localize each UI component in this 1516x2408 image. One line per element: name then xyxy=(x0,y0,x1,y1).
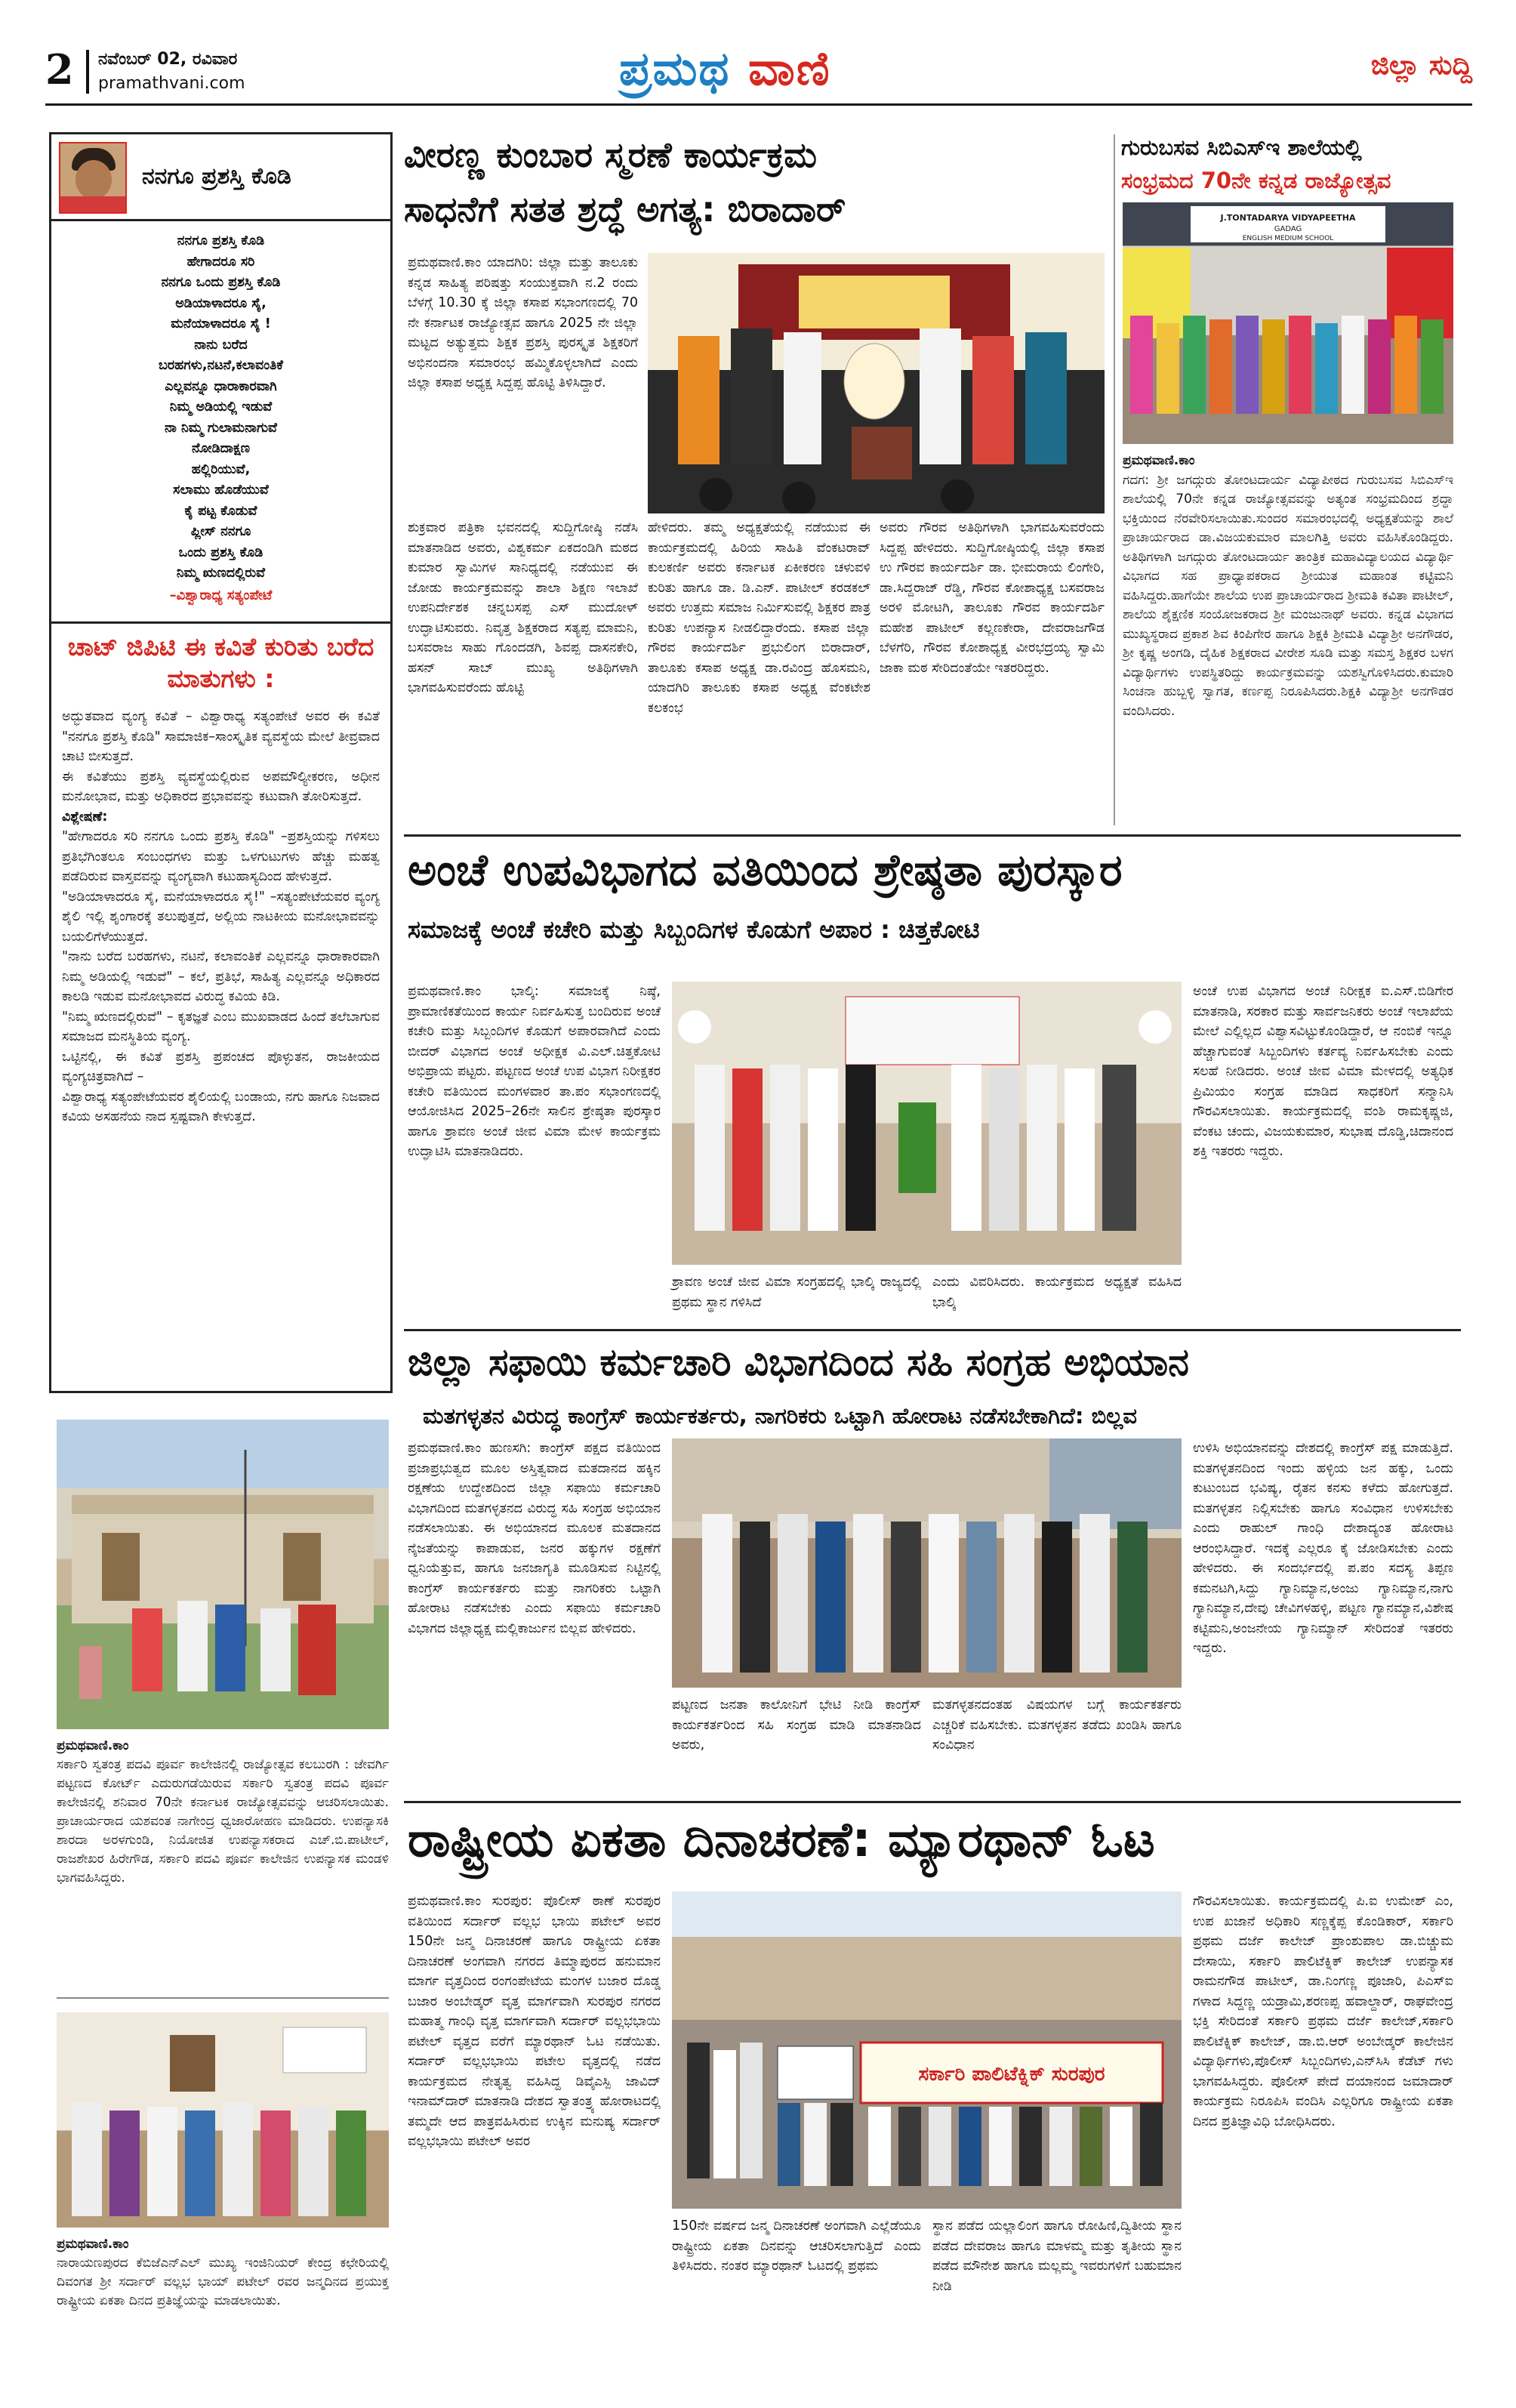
photo-illustration xyxy=(672,982,1182,1265)
poem-line: ಎಲ್ಲವನ್ನೂ ಧಾರಾಕಾರವಾಗಿ xyxy=(165,378,277,394)
story2-text: ಗದಗ: ಶ್ರೀ ಜಗದ್ಗುರು ತೋಂಟದಾರ್ಯ ವಿದ್ಯಾಪೀಠದ ಗುರುಬಸವ ಸಿಬಿಎಸ್‌ಇ ಶಾಲೆಯಲ್ಲಿ 70ನೇ ಕನ್ನಡ ರಾಜ್ಯೋತ್ಸವವನ್ನು ಅತ್ಯಂತ ಸಂಭ್ರಮದಿಂದ ಶ್ರದ್ಧಾ ಭಕ್ತಿಯಿಂದ ನೆರವೇರಿಸಲಾಯಿತು.ಸುಂದರ ಸಮಾರಂಭದಲ್ಲಿ ಅಧ್ಯಕ್ಷತೆಯನ್ನು ಶಾಲೆ ಪ್ರಾಚಾರ್ಯರಾದ ಡಾ.ವಿಜಯಕುಮಾರ ಮಾಲಗಿತ್ತಿ ಅವರು ವಹಿಸಿಕೊಂಡಿದ್ದರು. ಅತಿಥಿಗಳಾಗಿ ಜಗದ್ಗುರು ತೋಂಟದಾರ್ಯ ತಾಂತ್ರಿಕ ಮಹಾವಿದ್ಯಾಲಯದ ವಿದ್ಯಾರ್ಥಿ ವಿಭಾಗದ ಸಹ ಪ್ರಾಧ್ಯಾಪಕರಾದ ಶ್ರೀಯುತ ಮಹಾಂತ ಕಟ್ಟಿಮನಿ ವಹಿಸಿದ್ದರು.ಹಾಗೆಯೇ ಶಾಲೆಯ ಉಪ ಪ್ರಾಚಾರ್ಯರಾದ ಶ್ರೀಮತಿ ಕವಿತಾ ಪಾಟೀಲ್, ಶಾಲೆಯ ಶೈಕ್ಷಣಿಕ ಸಂಯೋಜಕರಾದ ಶ್ರೀ ಮಂಜುನಾಥ್ ಅವರು. ಕನ್ನಡ ವಿಭಾಗದ ಮುಖ್ಯಸ್ಥರಾದ ಪ್ರಕಾಶ ಶಿವ ಕಿಂಪಿಗೇರ ಹಾಗೂ ಶಿಕ್ಷಕಿ ಶ್ರೀಮತಿ ವಿದ್ಯಾಶ್ರೀ ಅನಗೌಡರ, ಶ್ರೀ ಕೃಷ್ಣ ಅಂಗಡಿ, ದೈಹಿಕ ಶಿಕ್ಷಕರಾದ ವೀರೇಶ ಸೂಡಿ ಮತ್ತು ಸಮಸ್ತ ಶಿಕ್ಷಕರ ಬಳಗ ವಿದ್ಯಾರ್ಥಿಗಳು ಉಪಸ್ಥಿತರಿದ್ದು ಕಾರ್ಯಕ್ರಮವನ್ನು ಯಶಸ್ವಿಗೊಳಿಸಿದರು.ಕುಮಾರಿ ಸಿಂಚನಾ ಹುಬ್ಬಳ್ಳಿ ಸ್ವಾಗತ, ಕರ್ಣಪ್ಪ ನಿರೂಪಿಸಿದರು.ಶಿಕ್ಷಕಿ ವಿದ್ಯಾಶ್ರೀ ಅನಗೌಡರ ವಂದಿಸಿದರು. xyxy=(1123,472,1453,719)
edition-date: ನವೆಂಬರ್ 02, ರವಿವಾರ xyxy=(98,50,238,69)
commentary-subhead: ವಿಶ್ಲೇಷಣೆ: xyxy=(62,809,108,825)
section-separator xyxy=(404,1329,1461,1331)
poem-line: ಕೈ ಪಟ್ಟ ಕೊಡುವೆ xyxy=(184,503,257,519)
section-title: ಜಿಲ್ಲಾ ಸುದ್ದಿ xyxy=(1370,50,1472,81)
commentary-paragraph: ಅದ್ಭುತವಾದ ವ್ಯಂಗ್ಯ ಕವಿತೆ – ವಿಶ್ವಾರಾಧ್ಯ ಸತ್ಯಂಪೇಟೆ ಅವರ ಈ ಕವಿತೆ "ನನಗೂ ಪ್ರಶಸ್ತಿ ಕೊಡಿ" ಸಾಮಾಜಿಕ–ಸಾಂಸ್ಕೃತಿಕ ವ್ಯವಸ್ಥೆಯ ಮೇಲೆ ತೀವ್ರವಾದ ಚಾಟಿ ಬೀಸುತ್ತದೆ. xyxy=(62,709,380,764)
website-link[interactable]: pramathvani.com xyxy=(98,74,245,93)
newspaper-logo xyxy=(619,41,831,97)
poem-sidebar xyxy=(49,132,393,1393)
column-rule xyxy=(1114,134,1115,825)
story3-headline: ಅಂಚೆ ಉಪವಿಭಾಗದ ವತಿಯಿಂದ ಶ್ರೇಷ್ಠತಾ ಪುರಸ್ಕಾರ xyxy=(408,844,1123,896)
commentary-paragraph: ವಿಶ್ವಾರಾಧ್ಯ ಸತ್ಯಂಪೇಟೆಯವರ ಶೈಲಿಯಲ್ಲಿ ಬಂಡಾಯ, ನಗು ಹಾಗೂ ನಿಜವಾದ ಕವಿಯ ಅಸಹನೆಯ ನಾದ ಸ್ಪಷ್ಟವಾಗಿ ಕೇಳುತ್ತದೆ. xyxy=(62,1089,380,1124)
commentary-paragraph: "ಅಡಿಯಾಳಾದರೂ ಸೈ, ಮನೆಯಾಳಾದರೂ ಸೈ!" –ಸತ್ಯಂಪೇಟೆಯವರ ವ್ಯಂಗ್ಯ ಶೈಲಿ ಇಲ್ಲಿ ಶೃಂಗಾರಕ್ಕೆ ತಲುಪುತ್ತದೆ, ಅಲ್ಲಿಯ ನಾಟಕೀಯ ಮನೋಭಾವವನ್ನು ಬಯಲಿಗೆಳೆಯುತ್ತದೆ. xyxy=(62,889,380,945)
logo-part-2: ವಾಣಿ xyxy=(748,41,831,96)
poem-line: ನಿಮ್ಮ ಅಡಿಯಲ್ಲಿ ಇಡುವೆ xyxy=(169,399,273,415)
story3-under-photo-left: ಶ್ರಾವಣ ಅಂಚೆ ಜೀವ ವಿಮಾ ಸಂಗ್ರಹದಲ್ಲಿ ಭಾಲ್ಕಿ ರಾಜ್ಯದಲ್ಲಿ ಪ್ರಥಮ ಸ್ಥಾನ ಗಳಿಸಿದೆ xyxy=(672,1275,921,1310)
photo-illustration xyxy=(57,1420,389,1729)
commentary-paragraph: "ನಿಮ್ಮ ಋಣದಲ್ಲಿರುವೆ" – ಕೃತಜ್ಞತೆ ಎಂಬ ಮುಖವಾಡದ ಹಿಂದೆ ತಲೆಬಾಗುವ ಸಮಾಜದ ಮನಸ್ಥಿತಿಯ ವ್ಯಂಗ್ಯ. xyxy=(62,1009,380,1044)
story2-headline-2: ಸಂಭ್ರಮದ 70ನೇ ಕನ್ನಡ ರಾಜ್ಯೋತ್ಸವ xyxy=(1121,168,1391,193)
poem-line: ಬರಹಗಳು,ನಟನೆ,ಕಲಾವಂತಿಕೆ xyxy=(159,358,283,373)
story4-subheadline: ಮತಗಳ್ಳತನ ವಿರುದ್ಧ ಕಾಂಗ್ರೆಸ್ ಕಾರ್ಯಕರ್ತರು, ನಾಗರಿಕರು ಒಟ್ಟಾಗಿ ಹೋರಾಟ ನಡೆಸಬೇಕಾಗಿದೆ: ಬಿಲ್ಲವ xyxy=(423,1403,1137,1429)
poem-line: ಸಲಾಮು ಹೊಡೆಯುವೆ xyxy=(173,483,269,498)
source-tag: ಪ್ರಮಥವಾಣಿ.ಕಾಂ xyxy=(57,1738,129,1753)
commentary-paragraph: "ನಾನು ಬರೆದ ಬರಹಗಳು, ನಟನೆ, ಕಲಾವಂತಿಕೆ ಎಲ್ಲವನ್ನೂ ಧಾರಾಕಾರವಾಗಿ ನಿಮ್ಮ ಅಡಿಯಲ್ಲಿ ಇಡುವೆ" – ಕಲೆ, ಪ್ರತಿಭೆ, ಸಾಹಿತ್ಯ ಎಲ್ಲವನ್ನೂ ಅಧಿಕಾರದ ಕಾಲಡಿ ಇಡುವ ಮನೋಭಾವದ ವಿರುದ್ಧ ಕವಿಯ ಕಿಡಿ. xyxy=(62,949,380,1004)
story4-column-1: ಪ್ರಮಥವಾಣಿ.ಕಾಂ ಹುಣಸಗಿ: ಕಾಂಗ್ರೆಸ್ ಪಕ್ಷದ ವತಿಯಿಂದ ಪ್ರಜಾಪ್ರಭುತ್ವದ ಮೂಲ ಅಸ್ತಿತ್ವವಾದ ಮತದಾನದ ಹಕ್ಕಿನ ರಕ್ಷಣೆಯ ಉದ್ದೇಶದಿಂದ ಜಿಲ್ಲಾ ಸಫಾಯಿ ಕರ್ಮಚಾರಿ ವಿಭಾಗದಿಂದ ಮತಗಳ್ಳತನದ ವಿರುದ್ಧ ಸಹಿ ಸಂಗ್ರಹ ಅಭಿಯಾನ ನಡೆಸಲಾಯಿತು. ಈ ಅಭಿಯಾನದ ಮೂಲಕ ಮತದಾನದ ನೈಜತೆಯನ್ನು ಕಾಪಾಡುವ, ಜನರ ಹಕ್ಕುಗಳ ರಕ್ಷಣೆಗೆ ಧ್ವನಿಯೆತ್ತುವ, ಹಾಗೂ ಜನಜಾಗೃತಿ ಮೂಡಿಸುವ ನಿಟ್ಟಿನಲ್ಲಿ ಕಾಂಗ್ರೆಸ್ ಕಾರ್ಯಕರ್ತರು ಮತ್ತು ನಾಗರಿಕರು ಒಟ್ಟಾಗಿ ಹೋರಾಟ ನಡೆಸಬೇಕು ಎಂದು ಸಫಾಯಿ ಕರ್ಮಚಾರಿ ವಿಭಾಗದ ಜಿಲ್ಲಾಧ್ಯಕ್ಷ ಮಲ್ಲಿಕಾರ್ಜುನ ಬಿಲ್ಲವ ಹೇಳಿದರು. xyxy=(408,1441,661,1636)
poem-line: ನಾನು ಬರೆದ xyxy=(194,337,248,353)
poem-line: ನನಗೂ ಒಂದು ಪ್ರಶಸ್ತಿ ಕೊಡಿ xyxy=(161,275,281,290)
chatgpt-commentary xyxy=(51,621,390,1391)
story4-under-photo-right: ಮತಗಳ್ಳತನದಂತಹ ವಿಷಯಗಳ ಬಗ್ಗೆ ಕಾರ್ಯಕರ್ತರು ಎಚ್ಚರಿಕೆ ವಹಿಸಬೇಕು. ಮತಗಳ್ಳತನ ತಡೆದು ಖಂಡಿಸಿ ಹಾಗೂ ಸಂವಿಧಾನ xyxy=(932,1697,1182,1753)
poem-line: ನಾ ನಿಮ್ಮ ಗುಲಾಮನಾಗುವೆ xyxy=(165,420,277,436)
photo-illustration xyxy=(57,2012,389,2228)
commentary-title: ಚಾಟ್ ಜಿಪಿಟಿ ಈ ಕವಿತೆ ಕುರಿತು ಬರೆದ ಮಾತುಗಳು : xyxy=(67,632,374,693)
story4-headline: ಜಿಲ್ಲಾ ಸಫಾಯಿ ಕರ್ಮಚಾರಿ ವಿಭಾಗದಿಂದ ಸಹಿ ಸಂಗ್ರಹ ಅಭಿಯಾನ xyxy=(408,1340,1189,1384)
masthead xyxy=(45,41,1472,106)
story4-under-photo-left: ಪಟ್ಟಣದ ಜನತಾ ಕಾಲೋನಿಗೆ ಭೇಟಿ ನೀಡಿ ಕಾಂಗ್ರೆಸ್ ಕಾರ್ಯಕರ್ತರಿಂದ ಸಹಿ ಸಂಗ್ರಹ ಮಾಡಿ ಮಾತನಾಡಿದ ಅವರು, xyxy=(672,1697,921,1753)
sidebar-separator xyxy=(57,1997,389,1999)
poem-body xyxy=(51,225,390,618)
story5-column-3: ಗೌರವಿಸಲಾಯಿತು. ಕಾರ್ಯಕ್ರಮದಲ್ಲಿ ಪಿ.ಐ ಉಮೇಶ್ ಎಂ, ಉಪ ಖಜಾನೆ ಅಧಿಕಾರಿ ಸಣ್ಣಕ್ಕೆಪ್ಪ ಕೊಂಡಿಕಾರ್, ಸರ್ಕಾರಿ ಪ್ರಥಮ ದರ್ಜೆ ಕಾಲೇಜ್ ಪ್ರಾಂಶುಪಾಲ ಡಾ.ಬಿಚ್ಚುಮ ದೇಸಾಯಿ, ಸರ್ಕಾರಿ ಪಾಲಿಟೆಕ್ನಿಕ್ ಕಾಲೇಜ್ ಉಪನ್ಯಾಸಕ ರಾಮನಗೌಡ ಪಾಟೀಲ್, ಡಾ.ನಿಂಗಣ್ಣ ಪೂಜಾರಿ, ಪಿಎಸ್‌ಐ ಗಳಾದ ಸಿದ್ದಣ್ಣ ಯಡ್ರಾಮಿ,ಶರಣಪ್ಪ ಹವಾಲ್ದಾರ್, ರಾಘವೇಂದ್ರ ಭಕ್ತಿ ಸೇರಿದಂತೆ ಸರ್ಕಾರಿ ಪ್ರಥಮ ದರ್ಜೆ ಕಾಲೇಜ್,ಸರ್ಕಾರಿ ಪಾಲಿಟೆಕ್ನಿಕ್ ಕಾಲೇಜ್, ಡಾ.ಬಿ.ಆರ್ ಅಂಬೇಡ್ಕರ್ ಕಾಲೇಜಿನ ವಿದ್ಯಾರ್ಥಿಗಳು,ಪೊಲೀಸ್ ಸಿಬ್ಬಂದಿಗಳು,ಎನ್‌ಸಿಸಿ ಕೆಡೆಟ್ ಗಳು ಭಾಗವಹಿಸಿದ್ದರು. ಪೊಲೀಸ್ ಪೇದೆ ದಯಾನಂದ ಜಮಾದಾರ್ ಕಾರ್ಯಕ್ರಮ ನಿರೂಪಿಸಿ ವಂದಿಸಿ ಎಲ್ಲರಿಗೂ ರಾಷ್ಟ್ರೀಯ ಏಕತಾ ದಿನದ ಪ್ರತಿಜ್ಞಾವಿಧಿ ಬೋಧಿಸಿದರು. xyxy=(1193,1894,1453,2129)
poem-author: –ವಿಶ್ವಾರಾಧ್ಯ ಸತ್ಯಂಪೇಟೆ xyxy=(169,587,273,603)
story1-column-1b: ಶುಕ್ರವಾರ ಪತ್ರಿಕಾ ಭವನದಲ್ಲಿ ಸುದ್ದಿಗೋಷ್ಠಿ ನಡೆಸಿ ಮಾತನಾಡಿದ ಅವರು, ವಿಶ್ವಕರ್ಮ ಏಕದಂಡಿಗಿ ಮಠದ ಕುಮಾರ ಸ್ವಾಮಿಗಳ ಸಾನಿಧ್ಯದಲ್ಲಿ ನಡೆಯುವ ಈ ಜೋಡು ಕಾರ್ಯಕ್ರಮವನ್ನು ಶಾಲಾ ಶಿಕ್ಷಣ ಇಲಾಖೆ ಉಪನಿರ್ದೇಶಕ ಚನ್ನಬಸಪ್ಪ ಎಸ್ ಮುದೋಳ್ ಉದ್ಘಾಟಿಸುವರು. ನಿವೃತ್ತ ಶಿಕ್ಷಕರಾದ ಸತ್ಯಪ್ಪ ಮಾಮನಿ, ಬಸವರಾಜ ಸಾಹು ಗೊಂದಡಗಿ, ಶಿವಪ್ಪ ದಾಸನಕೇರಿ, ಹಸನ್ ಸಾಬ್ ಮುಖ್ಯ ಅತಿಥಿಗಳಾಗಿ ಭಾಗವಹಿಸುವರೆಂದು ಹೊಟ್ಟಿ xyxy=(408,520,638,695)
story5-marathon-photo xyxy=(672,1892,1182,2209)
poem-header xyxy=(51,134,390,221)
source-tag: ಪ್ರಮಥವಾಣಿ.ಕಾಂ xyxy=(57,2237,129,2252)
commentary-paragraph: ಒಟ್ಟಿನಲ್ಲಿ, ಈ ಕವಿತೆ ಪ್ರಶಸ್ತಿ ಪ್ರಪಂಚದ ಪೊಳ್ಳುತನ, ರಾಜಕೀಯದ ವ್ಯಂಗ್ಯಚಿತ್ರವಾಗಿದೆ – xyxy=(62,1049,380,1084)
caption-text: ನಾರಾಯಣಪುರದ ಕೆಬಿಜೆಎನ್‌ಎಲ್ ಮುಖ್ಯ ಇಂಜಿನಿಯರ್ ಕೇಂದ್ರ ಕಛೇರಿಯಲ್ಲಿ ದಿವಂಗತ ಶ್ರೀ ಸರ್ದಾರ್ ವಲ್ಲಭ ಭಾಯ್ ಪಟೇಲ್ ರವರ ಜನ್ಮದಿನದ ಪ್ರಯುಕ್ತ ರಾಷ್ಟ್ರೀಯ ಏಕತಾ ದಿನದ ಪ್ರತಿಜ್ಞೆಯನ್ನು ಮಾಡಲಾಯಿತು. xyxy=(57,2255,389,2308)
section-separator xyxy=(404,834,1461,837)
story5-under-photo-right: ಸ್ಥಾನ ಪಡೆದ ಯಲ್ಲಾಲಿಂಗ ಹಾಗೂ ರೋಹಿಣಿ,ದ್ವಿತೀಯ ಸ್ಥಾನ ಪಡೆದ ದೇವರಾಜ ಹಾಗೂ ಮಾಳಮ್ಮ ಮತ್ತು ತೃತೀಯ ಸ್ಥಾನ ಪಡೆದ ಮೌನೇಶ ಹಾಗೂ ಮಲ್ಲಮ್ಮ ಇವರುಗಳಿಗೆ ಬಹುಮಾನ ನೀಡಿ xyxy=(932,2218,1182,2294)
story3-column-3: ಅಂಚೆ ಉಪ ವಿಭಾಗದ ಅಂಚೆ ನಿರೀಕ್ಷಕ ಐ.ಎಸ್.ಬಿಡಿಗೇರ ಮಾತನಾಡಿ, ಸರಕಾರ ಮತ್ತು ಸಾರ್ವಜನಿಕರು ಅಂಚೆ ಇಲಾಖೆಯ ಮೇಲೆ ಎಲ್ಲಿಲ್ಲದ ವಿಶ್ವಾಸವಿಟ್ಟುಕೊಂಡಿದ್ದಾರೆ, ಆ ನಂಬಿಕೆ ಇನ್ನೂ ಹೆಚ್ಚಾಗುವಂತೆ ಸಿಬ್ಬಂದಿಗಳು ಕರ್ತವ್ಯ ನಿರ್ವಹಿಸಬೇಕು ಎಂದು ಸಲಹೆ ನೀಡಿದರು. ಅಂಚೆ ಜೀವ ವಿಮಾ ಮೇಳದಲ್ಲಿ ಅತ್ಯಧಿಕ ಪ್ರಿಮಿಯಂ ಸಂಗ್ರಹ ಮಾಡಿದ ಸಾಧಕರಿಗೆ ಸನ್ಮಾನಿಸಿ ಗೌರವಿಸಲಾಯಿತು. ಕಾರ್ಯಕ್ರಮದಲ್ಲಿ ವಂಶಿ ರಾಮಕೃಷ್ಣಜಿ, ವೆಂಕಟ ಚಂದು, ವಿಜಯಕುಮಾರ, ಸುಭಾಷ ದೊಡ್ಡಿ,ಚಿದಾನಂದ ಶಕ್ತಿ ಇತರರು ಇದ್ದರು. xyxy=(1193,984,1453,1159)
commentary-paragraph: "ಹೇಗಾದರೂ ಸರಿ ನನಗೂ ಒಂದು ಪ್ರಶಸ್ತಿ ಕೊಡಿ" –ಪ್ರಶಸ್ತಿಯನ್ನು ಗಳಿಸಲು ಪ್ರತಿಭೆಗಿಂತಲೂ ಸಂಬಂಧಗಳು ಮತ್ತು ಒಳಗುಟುಗಳು ಹೆಚ್ಚು ಮಹತ್ವ ಪಡೆದಿರುವ ವಾಸ್ತವವನ್ನು ವ್ಯಂಗ್ಯವಾಗಿ ಕಟುಹಾಸ್ಯದಿಂದ ಹೇಳುತ್ತದೆ. xyxy=(62,829,380,884)
caption-text: ಸರ್ಕಾರಿ ಸ್ವತಂತ್ರ ಪದವಿ ಪೂರ್ವ ಕಾಲೇಜಿನಲ್ಲಿ ರಾಜ್ಯೋತ್ಸವ ಕಲಬುರಗಿ : ಜೇವರ್ಗಿ ಪಟ್ಟಣದ ಕೋರ್ಟ್ ಎದುರುಗಡೆಯಿರುವ ಸರ್ಕಾರಿ ಸ್ವತಂತ್ರ ಪದವಿ ಪೂರ್ವ ಕಾಲೇಜಿನಲ್ಲಿ ಶನಿವಾರ 70ನೇ ಕರ್ನಾಟಕ ರಾಜ್ಯೋತ್ಸವವನ್ನು ಆಚರಿಸಲಾಯಿತು. ಪ್ರಾಚಾರ್ಯರಾದ ಯಶವಂತ ನಾಗೇಂದ್ರ ಧ್ವಜಾರೋಹಣ ಮಾಡಿದರು. ಉಪನ್ಯಾಸಕಿ ಶಾರದಾ ಅರಳಗುಂಡಿ, ನಿಯೋಜಿತ ಉಪನ್ಯಾಸಕರಾದ ಎಚ್.ಬಿ.ಪಾಟೀಲ್, ರಾಜಶೇಖರ ಹಿರೇಗೌಡ, ಸರ್ಕಾರಿ ಪದವಿ ಪೂರ್ವ ಕಾಲೇಜಿನ ಉಪನ್ಯಾಸಕ ಮಂಡಳಿ ಭಾಗವಹಿಸಿದ್ದರು. xyxy=(57,1757,389,1885)
poem-line: ಪ್ಲೀಸ್ ನನಗೂ xyxy=(190,524,251,539)
commentary-paragraph: ಈ ಕವಿತೆಯು ಪ್ರಶಸ್ತಿ ವ್ಯವಸ್ಥೆಯಲ್ಲಿರುವ ಅಪಮೌಲ್ಯೀಕರಣ, ಅಧೀನ ಮನೋಭಾವ, ಮತ್ತು ಅಧಿಕಾರದ ಪ್ರಭಾವವನ್ನು ಕಟುವಾಗಿ ತೋರಿಸುತ್ತದೆ. xyxy=(62,769,380,804)
college-flag-caption xyxy=(57,1737,389,1888)
story1-headline: ವೀರಣ್ಣ ಕುಂಬಾರ ಸ್ಮರಣೆ ಕಾರ್ಯಕ್ರಮ xyxy=(404,134,818,175)
photo-illustration xyxy=(672,1892,1182,2209)
school-sign-text-3: ENGLISH MEDIUM SCHOOL xyxy=(1242,235,1334,242)
story3-column-1: ಪ್ರಮಥವಾಣಿ.ಕಾಂ ಭಾಲ್ಕಿ: ಸಮಾಜಕ್ಕೆ ನಿಷ್ಠೆ, ಪ್ರಾಮಾಣಿಕತೆಯಿಂದ ಕಾರ್ಯ ನಿರ್ವಹಿಸುತ್ತ ಬಂದಿರುವ ಅಂಚೆ ಕಚೇರಿ ಮತ್ತು ಸಿಬ್ಬಂದಿಗಳ ಕೊಡುಗೆ ಅಪಾರವಾಗಿದೆ ಎಂದು ಬೀದರ್ ವಿಭಾಗದ ಅಂಚೆ ಅಧೀಕ್ಷಕ ವಿ.ಎಲ್.ಚಿತ್ತಕೋಟಿ ಅಭಿಪ್ರಾಯ ಪಟ್ಟರು. ಪಟ್ಟಣದ ಅಂಚೆ ಉಪ ವಿಭಾಗ ನಿರೀಕ್ಷಕರ ಕಚೇರಿ ವತಿಯಿಂದ ಮಂಗಳವಾರ ತಾ.ಪಂ ಸಭಾಂಗಣದಲ್ಲಿ ಆಯೋಜಿಸಿದ 2025–26ನೇ ಸಾಲಿನ ಶ್ರೇಷ್ಠತಾ ಪುರಸ್ಕಾರ ಹಾಗೂ ಶ್ರಾವಣ ಅಂಚೆ ಜೀವ ವಿಮಾ ಮೇಳ ಕಾರ್ಯಕ್ರಮ ಉದ್ಘಾಟಿಸಿ ಮಾತನಾಡಿದರು. xyxy=(408,984,661,1159)
school-sign-text-2: GADAG xyxy=(1274,225,1302,233)
story1-column-3: ಅವರು ಗೌರವ ಅತಿಥಿಗಳಾಗಿ ಭಾಗವಹಿಸುವರೆಂದು ಸಿದ್ದಪ್ಪ ಹೇಳಿದರು. ಸುದ್ದಿಗೋಷ್ಠಿಯಲ್ಲಿ ಜಿಲ್ಲಾ ಕಸಾಪ ಉ ಗೌರವ ಕಾರ್ಯದರ್ಶಿ ಡಾ. ಭೀಮರಾಯ ಲಿಂಗೇರಿ, ಡಾ.ಸಿದ್ದರಾಜ್ ರೆಡ್ಡಿ, ಗೌರವ ಕೋಶಾಧ್ಯಕ್ಷ ಬಸವರಾಜ ಅರಳಿ ಮೋಟಗಿ, ತಾಲೂಕು ಗೌರವ ಕಾರ್ಯದರ್ಶಿ ಮಹೇಶ ಪಾಟೀಲ್ ಕಲ್ಲಣಕೇರಾ, ದೇವರಾಜಗೌಡ ಬೆಳಗೆರಿ, ಗೌರವ ಕೋಶಾಧ್ಯಕ್ಷ ವೀರಭದ್ರಯ್ಯ ಸ್ವಾಮಿ ಜಾಕಾ ಮಠ ಸೇರಿದಂತೆಯೇ ಇತರರಿದ್ದರು. xyxy=(880,520,1105,676)
photo-illustration xyxy=(648,253,1105,513)
poem-line: ಮನೆಯಾಳಾದರೂ ಸೈ ! xyxy=(171,316,271,331)
poem-line: ನನಗೂ ಪ್ರಶಸ್ತಿ ಕೊಡಿ xyxy=(177,233,265,248)
story5-headline: ರಾಷ್ಟ್ರೀಯ ಏಕತಾ ದಿನಾಚರಣೆ: ಮ್ಯಾರಥಾನ್ ಓಟ xyxy=(408,1812,1155,1868)
school-sign-text: J.TONTADARYA VIDYAPEETHA xyxy=(1220,213,1356,223)
poem-line: ಹಲ್ಲಿರಿಯುವೆ, xyxy=(191,461,251,477)
commentary-body xyxy=(62,707,380,1127)
logo-part-1: ಪ್ರಮಥ xyxy=(619,41,731,96)
office-pledge-caption xyxy=(57,2235,389,2311)
poem-title: ನನಗೂ ಪ್ರಶಸ್ತಿ ಕೊಡಿ xyxy=(142,163,291,190)
story1-headline-2: ಸಾಧನೆಗೆ ಸತತ ಶ್ರದ್ಧೆ ಅಗತ್ಯ: ಬಿರಾದಾರ್ xyxy=(404,189,846,230)
author-photo xyxy=(59,142,127,214)
story1-event-photo xyxy=(648,253,1105,513)
story5-under-photo-left: 150ನೇ ವರ್ಷದ ಜನ್ಮ ದಿನಾಚರಣೆ ಅಂಗವಾಗಿ ಎಲ್ಲೆಡೆಯೂ ರಾಷ್ಟ್ರೀಯ ಏಕತಾ ದಿನವನ್ನು ಆಚರಿಸಲಾಗುತ್ತಿದೆ ಎಂದು ತಿಳಿಸಿದರು. ನಂತರ ಮ್ಯಾರಥಾನ್ ಓಟದಲ್ಲಿ ಪ್ರಥಮ xyxy=(672,2218,921,2274)
source-tag: ಪ್ರಮಥವಾಣಿ.ಕಾಂ xyxy=(1123,453,1195,468)
poem-line: ಒಂದು ಪ್ರಶಸ್ತಿ ಕೊಡಿ xyxy=(178,544,263,560)
story2-headline: ಗುರುಬಸವ ಸಿಬಿಎಸ್‌ಇ ಶಾಲೆಯಲ್ಲಿ xyxy=(1121,134,1362,160)
college-flag-photo xyxy=(57,1420,389,1729)
story4-column-3: ಉಳಿಸಿ ಅಭಿಯಾನವನ್ನು ದೇಶದಲ್ಲಿ ಕಾಂಗ್ರೆಸ್ ಪಕ್ಷ ಮಾಡುತ್ತಿದೆ. ಮತಗಳ್ಳತನದಿಂದ ಇಂದು ಹಳ್ಳಿಯ ಜನ ಹಕ್ಕು, ಒಂದು ಕುಟುಂಬದ ಭವಿಷ್ಯ, ರೈತನ ಕನಸು ಕಳೆದು ಹೋಗುತ್ತದೆ. ಮತಗಳ್ಳತನ ನಿಲ್ಲಿಸಬೇಕು ಹಾಗೂ ಸಂವಿಧಾನ ಉಳಿಸಬೇಕು ಎಂದು ರಾಹುಲ್ ಗಾಂಧಿ ದೇಶಾದ್ಯಂತ ಹೋರಾಟ ಆರಂಭಿಸಿದ್ದಾರೆ. ಇದಕ್ಕೆ ಎಲ್ಲರೂ ಕೈ ಜೋಡಿಸಬೇಕು ಎಂದು ಹೇಳಿದರು. ಈ ಸಂದರ್ಭದಲ್ಲಿ ಪ.ಪಂ ಸದಸ್ಯ ತಿಪ್ಪಣ ಕಮನಟಗಿ,ಸಿದ್ದು ಗ್ಯಾನಿಮ್ಯಾನ,ಅಂಜು ಗ್ಯಾನಿಮ್ಯಾನ,ನಾಗು ಗ್ಯಾನಿಮ್ಯಾನ,ದೇವು ಚೇವಿಗಳಹಳ್ಳಿ, ಪಟ್ಟಣ ಗ್ಯಾನಮ್ಯಾನ,ವಿಶೇಷ ಕಟ್ಟಿಮನಿ,ಅಂಜನೇಯ ಗ್ಯಾನಿಮ್ಯಾನ್ ಸೇರಿದಂತೆ ಇತರರು ಇದ್ದರು. xyxy=(1193,1441,1453,1656)
story2-body xyxy=(1123,452,1453,721)
story4-campaign-photo xyxy=(672,1438,1182,1688)
marathon-banner-text: ಸರ್ಕಾರಿ ಪಾಲಿಟೆಕ್ನಿಕ್ ಸುರಪುರ xyxy=(918,2063,1105,2086)
story5-column-1: ಪ್ರಮಥವಾಣಿ.ಕಾಂ ಸುರಪುರ: ಪೊಲೀಸ್ ಠಾಣೆ ಸುರಪುರ ವತಿಯಿಂದ ಸರ್ದಾರ್ ವಲ್ಲಭ ಭಾಯಿ ಪಟೇಲ್ ಅವರ 150ನೇ ಜನ್ಮ ದಿನಾಚರಣೆ ಹಾಗೂ ರಾಷ್ಟ್ರೀಯ ಏಕತಾ ದಿನಾಚರಣೆ ಅಂಗವಾಗಿ ನಗರದ ತಿಮ್ಮಾಪುರದ ಹನುಮಾನ ಮಾರ್ಗ ವೃತ್ತದಿಂದ ರಂಗಂಪೇಟೆಯ ಮಂಗಳ ಬಜಾರ ದೊಡ್ಡ ಬಜಾರ ಅಂಬೇಡ್ಕರ್ ವೃತ್ತ ಮಾರ್ಗವಾಗಿ ಸುರಪುರ ನಗರದ ಮಹಾತ್ಮ ಗಾಂಧಿ ವೃತ್ತ ಮಾರ್ಗವಾಗಿ ಸರ್ದಾರ್ ವಲ್ಲಭಭಾಯಿ ಪಟೇಲ್ ವೃತ್ತದ ವರೆಗೆ ಮ್ಯಾರಥಾನ್ ಓಟ ನಡೆಯಿತು. ಸರ್ದಾರ್ ವಲ್ಲಭಭಾಯಿ ಪಟೇಲ ವೃತ್ತದಲ್ಲಿ ನಡೆದ ಕಾರ್ಯಕ್ರಮದ ನೇತೃತ್ವ ವಹಿಸಿದ್ದ ಡಿವೈಎಸ್ಪಿ ಜಾವಿದ್ ಇನಾಮ್‌ದಾರ್ ಮಾತನಾಡಿ ದೇಶದ ಸ್ವಾತಂತ್ರ್ಯ ಹೋರಾಟದಲ್ಲಿ ತಮ್ಮದೇ ಆದ ಪಾತ್ರವಹಿಸಿರುವ ಉಕ್ಕಿನ ಮನುಷ್ಯ ಸರ್ದಾರ್ ವಲ್ಲಭಭಾಯಿ ಪಟೇಲ್ ಅವರ xyxy=(408,1894,661,2149)
photo-illustration xyxy=(1123,202,1453,444)
section-separator xyxy=(404,1801,1461,1803)
poem-line: ಹೇಗಾದರೂ ಸರಿ xyxy=(186,254,255,270)
poem-line: ಅಡಿಯಾಳಾದರೂ ಸೈ, xyxy=(175,295,267,311)
office-pledge-photo xyxy=(57,2012,389,2228)
story2-school-photo xyxy=(1123,202,1453,444)
poem-line: ನಿಮ್ಮ ಋಣದಲ್ಲಿರುವೆ xyxy=(176,566,266,581)
story3-under-photo-right: ಎಂದು ವಿವರಿಸಿದರು. ಕಾರ್ಯಕ್ರಮದ ಅಧ್ಯಕ್ಷತೆ ವಹಿಸಿದ ಭಾಲ್ಕಿ xyxy=(932,1275,1182,1310)
story3-post-office-photo xyxy=(672,982,1182,1265)
page-number: 2 xyxy=(45,45,74,94)
story1-column-1: ಪ್ರಮಥವಾಣಿ.ಕಾಂ ಯಾದಗಿರಿ: ಜಿಲ್ಲಾ ಮತ್ತು ತಾಲೂಕು ಕನ್ನಡ ಸಾಹಿತ್ಯ ಪರಿಷತ್ತು ಸಂಯುಕ್ತವಾಗಿ ನ.2 ರಂದು ಬೆಳಗ್ಗೆ 10.30 ಕ್ಕೆ ಜಿಲ್ಲಾ ಕಸಾಪ ಸಭಾಂಗಣದಲ್ಲಿ 70 ನೇ ಕರ್ನಾಟಕ ರಾಜ್ಯೋತ್ಸವ ಹಾಗೂ 2025 ನೇ ಜಿಲ್ಲಾ ಮಟ್ಟದ ಅತ್ಯುತ್ತಮ ಶಿಕ್ಷಕ ಪ್ರಶಸ್ತಿ ಪುರಸ್ಕೃತ ಶಿಕ್ಷಕರಿಗೆ ಅಭಿನಂದನಾ ಸಮಾರಂಭ ಹಮ್ಮಿಕೊಳ್ಳಲಾಗಿದೆ ಎಂದು ಜಿಲ್ಲಾ ಕಸಾಪ ಅಧ್ಯಕ್ಷ ಸಿದ್ದಪ್ಪ ಹೊಟ್ಟಿ ತಿಳಿಸಿದ್ದಾರೆ. xyxy=(408,255,638,390)
masthead-divider xyxy=(86,50,89,94)
story3-subheadline: ಸಮಾಜಕ್ಕೆ ಅಂಚೆ ಕಚೇರಿ ಮತ್ತು ಸಿಬ್ಬಂದಿಗಳ ಕೊಡುಗೆ ಅಪಾರ : ಚಿತ್ತಕೋಟಿ xyxy=(408,915,980,944)
photo-illustration xyxy=(672,1438,1182,1688)
poem-line: ನೋಡಿದಾಕ್ಷಣ xyxy=(191,441,251,456)
story1-column-2: ಹೇಳಿದರು. ತಮ್ಮ ಅಧ್ಯಕ್ಷತೆಯಲ್ಲಿ ನಡೆಯುವ ಈ ಕಾರ್ಯಕ್ರಮದಲ್ಲಿ ಹಿರಿಯ ಸಾಹಿತಿ ವೆಂಕಟರಾವ್ ಕುಲಕರ್ಣಿ ಅವರು ಕರ್ನಾಟಕ ಏಕೀಕರಣ ಚಳುವಳಿ ಕುರಿತು ಹಾಗೂ ಡಾ. ಡಿ.ಎನ್. ಪಾಟೀಲ್ ಕರಡಕಲ್ ಅವರು ಉತ್ತಮ ಸಮಾಜ ನಿರ್ಮಿಸುವಲ್ಲಿ ಶಿಕ್ಷಕರ ಪಾತ್ರ ಕುರಿತು ಉಪನ್ಯಾಸ ನೀಡಲಿದ್ದಾರೆಂದು. ಕಸಾಪ ಜಿಲ್ಲಾ ಗೌರವ ಕಾರ್ಯದರ್ಶಿ ಪ್ರಭುಲಿಂಗ ಬಿರಾದಾರ್, ತಾಲೂಕು ಕಸಾಪ ಅಧ್ಯಕ್ಷ ಡಾ.ರವಿಂದ್ರ ಹೊಸಮನಿ, ಯಾದಗಿರಿ ತಾಲೂಕು ಕಸಾಪ ಅಧ್ಯಕ್ಷ ವೆಂಕಟೇಶ ಕಲಕಂಭ xyxy=(648,520,870,716)
